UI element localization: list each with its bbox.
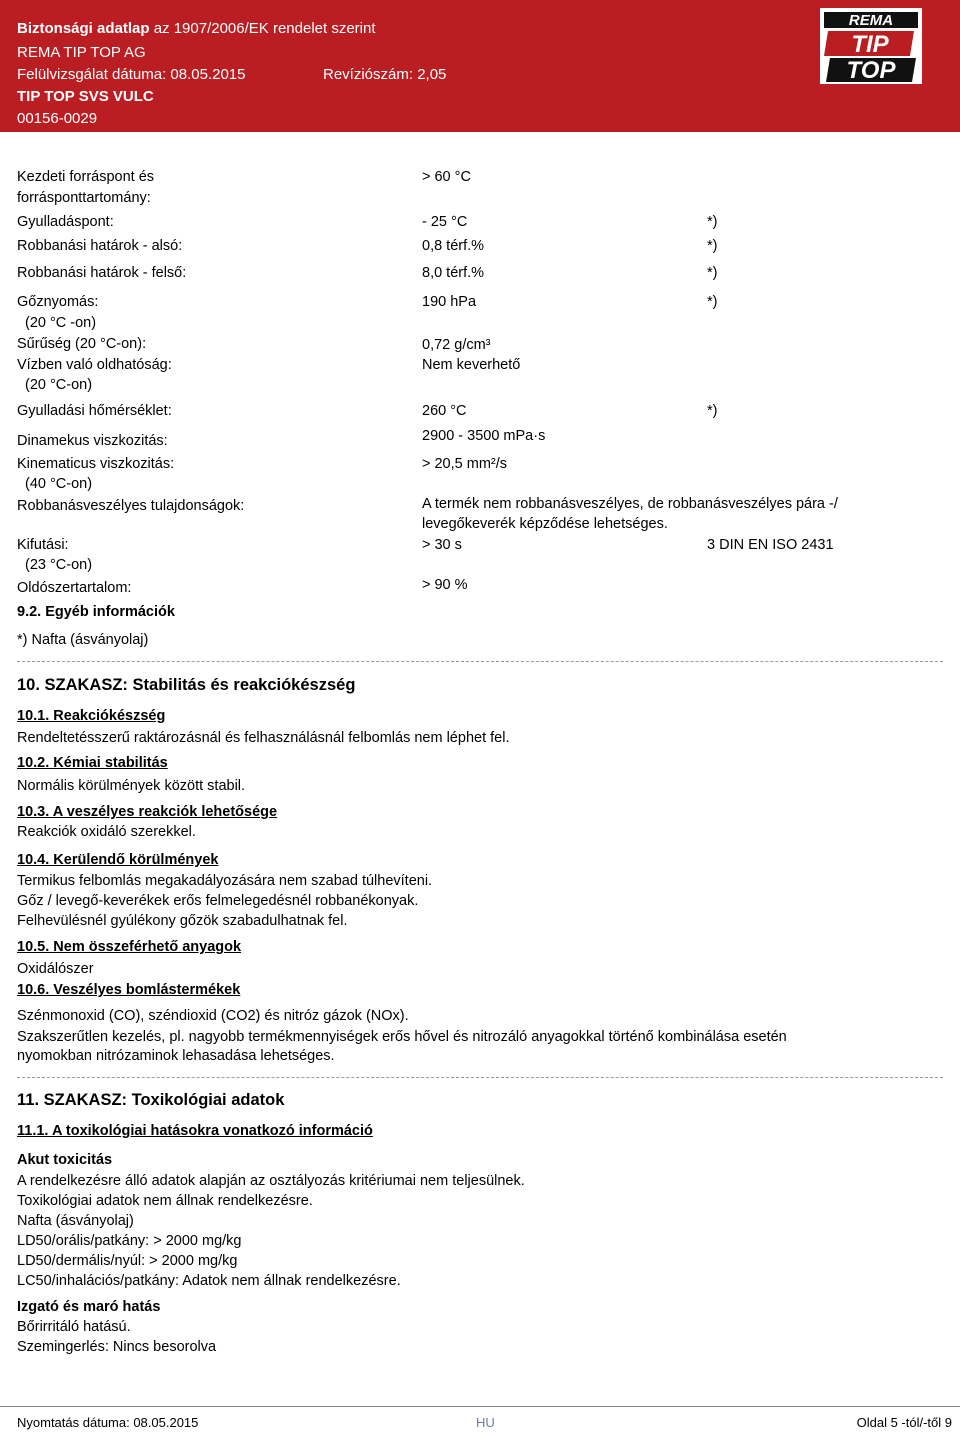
acute-toxicity-text-3: Nafta (ásványolaj) [17, 1213, 134, 1229]
irritation-text-1: Bőrirritáló hatású. [17, 1319, 131, 1335]
section-10-2-heading: 10.2. Kémiai stabilitás [17, 755, 168, 771]
section-10-4-text-2: Gőz / levegő-keverékek erős felmelegedésnél robbanékonyak. [17, 893, 419, 909]
section-10-6-text-2: Szakszerűtlen kezelés, pl. nagyobb termékmennyiségek erős hővel és nitrozáló anyagokkal történő kombinálása esetén [17, 1029, 787, 1045]
vapor-pressure-label: Gőznyomás: [17, 294, 99, 310]
document-header [0, 0, 960, 132]
acute-toxicity-heading: Akut toxicitás [17, 1152, 113, 1168]
company-name: REMA TIP TOP AG [17, 44, 146, 61]
flash-point-label: Gyulladáspont: [17, 214, 114, 230]
density-value: 0,72 g/cm³ [422, 337, 491, 353]
irritation-text-2: Szemingerlés: Nincs besorolva [17, 1339, 217, 1355]
water-solubility-label: Vízben való oldhatóság: [17, 357, 172, 373]
boiling-point-value: > 60 °C [422, 169, 471, 185]
product-name: TIP TOP SVS VULC [17, 88, 154, 105]
dynamic-viscosity-label: Dinamekus viszkozitás: [17, 433, 168, 449]
acute-toxicity-text-5: LD50/dermális/nyúl: > 2000 mg/kg [17, 1253, 238, 1269]
flow-time-value: > 30 s [422, 537, 462, 553]
section-10-title: 10. SZAKASZ: Stabilitás és reakciókészség [17, 676, 356, 694]
flow-time-method: 3 DIN EN ISO 2431 [707, 537, 834, 553]
acute-toxicity-text-6: LC50/inhalációs/patkány: Adatok nem állnak rendelkezésre. [17, 1273, 401, 1289]
section-10-1-text: Rendeltetésszerű raktározásnál és felhasználásnál felbomlás nem léphet fel. [17, 730, 510, 746]
boiling-point-label-cont: forrásponttartomány: [17, 190, 151, 206]
boiling-point-label: Kezdeti forráspont és [17, 169, 155, 185]
footnote-naphtha: *) Nafta (ásványolaj) [17, 632, 149, 648]
kinematic-viscosity-value: > 20,5 mm²/s [422, 456, 508, 472]
section-10-6-heading: 10.6. Veszélyes bomlástermékek [17, 982, 241, 998]
flash-point-note: *) [707, 214, 718, 230]
lower-explosion-limit-note: *) [707, 238, 718, 254]
vapor-pressure-value: 190 hPa [422, 294, 477, 310]
page-number: Oldal 5 -tól/-től 9 [856, 1415, 952, 1430]
solvent-content-value: > 90 % [422, 577, 468, 593]
section-10-3-text: Reakciók oxidáló szerekkel. [17, 824, 196, 840]
explosive-properties-label: Robbanásveszélyes tulajdonságok: [17, 498, 245, 514]
upper-explosion-limit-note: *) [707, 265, 718, 281]
section-10-6-text-3: nyomokban nitrózaminok lehasadása lehetséges. [17, 1048, 335, 1064]
irritation-heading: Izgató és maró hatás [17, 1299, 161, 1315]
product-code: 00156-0029 [17, 110, 98, 127]
ignition-temperature-note: *) [707, 403, 718, 419]
kinematic-viscosity-condition: (40 °C-on) [25, 476, 93, 492]
solvent-content-label: Oldószertartalom: [17, 580, 132, 596]
rema-tip-top-logo [816, 4, 926, 88]
ignition-temperature-label: Gyulladási hőmérséklet: [17, 403, 172, 419]
print-date: Nyomtatás dátuma: 08.05.2015 [17, 1415, 199, 1430]
water-solubility-value: Nem keverhető [422, 357, 521, 373]
section-11-1-heading: 11.1. A toxikológiai hatásokra vonatkozó információ [17, 1123, 373, 1139]
upper-explosion-limit-value: 8,0 térf.% [422, 265, 485, 281]
dynamic-viscosity-value: 2900 - 3500 mPa·s [422, 428, 546, 444]
section-divider [17, 661, 943, 662]
section-10-5-text: Oxidálószer [17, 961, 94, 977]
svg-text:TIP: TIP [851, 31, 889, 58]
language-code: HU [476, 1415, 495, 1430]
flow-time-label: Kifutási: [17, 537, 69, 553]
section-11-title: 11. SZAKASZ: Toxikológiai adatok [17, 1091, 285, 1109]
section-10-5-heading: 10.5. Nem összeférhető anyagok [17, 939, 242, 955]
section-10-1-heading: 10.1. Reakciókészség [17, 708, 166, 724]
vapor-pressure-condition: (20 °C -on) [25, 315, 97, 331]
section-10-2-text: Normális körülmények között stabil. [17, 778, 246, 794]
explosive-properties-value: A termék nem robbanásveszélyes, de robbanásveszélyes pára -/ [422, 496, 838, 512]
section-10-4-heading: 10.4. Kerülendő körülmények [17, 852, 219, 868]
section-10-4-text-3: Felhevülésnél gyúlékony gőzök szabadulhatnak fel. [17, 913, 348, 929]
section-10-3-heading: 10.3. A veszélyes reakciók lehetősége [17, 804, 278, 820]
vapor-pressure-note: *) [707, 294, 718, 310]
acute-toxicity-text-1: A rendelkezésre álló adatok alapján az osztályozás kritériumai nem teljesülnek. [17, 1173, 525, 1189]
lower-explosion-limit-value: 0,8 térf.% [422, 238, 485, 254]
section-10-6-text-1: Szénmonoxid (CO), széndioxid (CO2) és nitróz gázok (NOx). [17, 1008, 409, 1024]
acute-toxicity-text-4: LD50/orális/patkány: > 2000 mg/kg [17, 1233, 242, 1249]
upper-explosion-limit-label: Robbanási határok - felső: [17, 265, 187, 281]
svg-text:TOP: TOP [846, 57, 896, 84]
revision-number: Revíziószám: 2,05 [323, 66, 447, 83]
flow-time-condition: (23 °C-on) [25, 557, 93, 573]
explosive-properties-value-cont: levegőkeverék képződése lehetséges. [422, 516, 668, 532]
density-label: Sűrűség (20 °C-on): [17, 336, 147, 352]
review-date: Felülvizsgálat dátuma: 08.05.2015 [17, 66, 246, 83]
section-10-4-text-1: Termikus felbomlás megakadályozására nem szabad túlhevíteni. [17, 873, 433, 889]
acute-toxicity-text-2: Toxikológiai adatok nem állnak rendelkezésre. [17, 1193, 313, 1209]
lower-explosion-limit-label: Robbanási határok - alsó: [17, 238, 183, 254]
flash-point-value: - 25 °C [422, 214, 468, 230]
section-divider [17, 1077, 943, 1078]
document-title: Biztonsági adatlap az 1907/2006/EK rendelet szerint [17, 20, 376, 37]
page-footer [0, 1406, 960, 1433]
water-solubility-condition: (20 °C-on) [25, 377, 93, 393]
ignition-temperature-value: 260 °C [422, 403, 467, 419]
other-information-heading: 9.2. Egyéb információk [17, 604, 175, 620]
kinematic-viscosity-label: Kinematicus viszkozitás: [17, 456, 175, 472]
svg-text:REMA: REMA [848, 12, 894, 29]
